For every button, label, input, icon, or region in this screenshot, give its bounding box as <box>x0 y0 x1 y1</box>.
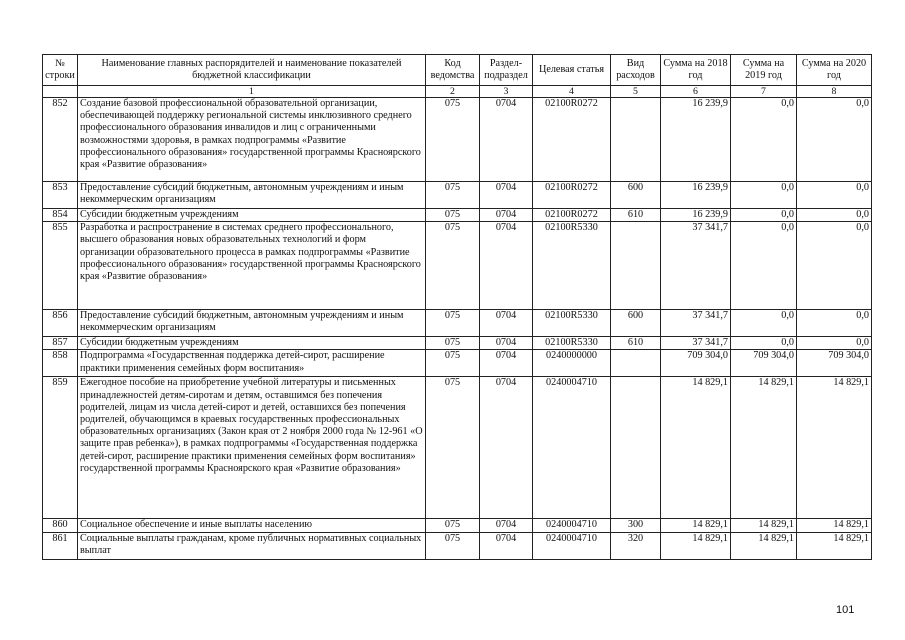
row-sum-2019: 0,0 <box>731 337 797 350</box>
header-sum-2020: Сумма на 2020 год <box>797 55 872 86</box>
row-sum-2018: 14 829,1 <box>661 532 731 559</box>
column-number-row <box>43 86 872 98</box>
row-number: 858 <box>43 350 78 377</box>
row-sum-2018: 37 341,7 <box>661 337 731 350</box>
column-number: 7 <box>731 86 797 98</box>
row-sum-2018: 709 304,0 <box>661 350 731 377</box>
row-expense-kind <box>611 377 661 519</box>
row-section: 0704 <box>480 98 533 182</box>
row-expense-kind: 600 <box>611 310 661 337</box>
row-expense-kind: 610 <box>611 337 661 350</box>
column-number: 1 <box>78 86 426 98</box>
column-number: 2 <box>426 86 480 98</box>
row-name: Разработка и распространение в системах среднего профессионального, высшего образования новых образовательных технологий и форм организации образовательного процесса в рамках подпрограммы «Развитие профессионального образования» государственной программы Красноярского края «Развитие образования» <box>78 222 426 310</box>
table-row <box>43 209 872 222</box>
row-department-code: 075 <box>426 337 480 350</box>
column-number: 4 <box>533 86 611 98</box>
row-sum-2018: 16 239,9 <box>661 209 731 222</box>
row-expense-kind <box>611 222 661 310</box>
row-section: 0704 <box>480 182 533 209</box>
header-expense-kind: Вид расходов <box>611 55 661 86</box>
row-target-article: 02100R5330 <box>533 337 611 350</box>
row-sum-2019: 14 829,1 <box>731 377 797 519</box>
table-row <box>43 222 872 310</box>
row-target-article: 02100R5330 <box>533 310 611 337</box>
row-name: Ежегодное пособие на приобретение учебной литературы и письменных принадлежностей детям-сиротам и детям, оставшимся без попечения родителей, лицам из числа детей-сирот и детей, оставшихся без попечения родителей, обучающимся в краевых государственных профессиональных образовательных организациях (Закон края от 2 ноября 2000 года № 12-961 «О защите прав ребенка»), в рамках подпрограммы «Государственная поддержка детей-сирот, расширение практики применения семейных форм воспитания» государственной программы Красноярского края «Развитие образования» <box>78 377 426 519</box>
budget-table <box>42 54 872 560</box>
row-name: Предоставление субсидий бюджетным, автономным учреждениям и иным некоммерческим организациям <box>78 310 426 337</box>
table-row <box>43 98 872 182</box>
row-sum-2020: 14 829,1 <box>797 519 872 532</box>
row-sum-2018: 37 341,7 <box>661 222 731 310</box>
column-number <box>43 86 78 98</box>
row-sum-2020: 14 829,1 <box>797 532 872 559</box>
row-number: 853 <box>43 182 78 209</box>
row-department-code: 075 <box>426 98 480 182</box>
row-section: 0704 <box>480 209 533 222</box>
row-expense-kind: 610 <box>611 209 661 222</box>
row-sum-2019: 0,0 <box>731 222 797 310</box>
column-number: 6 <box>661 86 731 98</box>
row-sum-2019: 14 829,1 <box>731 519 797 532</box>
page-number: 101 <box>836 604 855 616</box>
row-target-article: 0240004710 <box>533 377 611 519</box>
row-name: Социальное обеспечение и иные выплаты населению <box>78 519 426 532</box>
header-department-code: Код ведомства <box>426 55 480 86</box>
row-name: Создание базовой профессиональной образовательной организации, обеспечивающей поддержку региональной системы инклюзивного среднего профессионального образования инвалидов и лиц с ограниченными возможностями здоровья, в рамках подпрограммы «Развитие профессионального образования» государственной программы Красноярского края «Развитие образования» <box>78 98 426 182</box>
row-name: Подпрограмма «Государственная поддержка детей-сирот, расширение практики применения семейных форм воспитания» <box>78 350 426 377</box>
row-expense-kind <box>611 350 661 377</box>
row-sum-2018: 37 341,7 <box>661 310 731 337</box>
row-department-code: 075 <box>426 209 480 222</box>
table-row <box>43 350 872 377</box>
row-section: 0704 <box>480 350 533 377</box>
row-department-code: 075 <box>426 519 480 532</box>
row-name: Предоставление субсидий бюджетным, автономным учреждениям и иным некоммерческим организациям <box>78 182 426 209</box>
row-sum-2020: 0,0 <box>797 209 872 222</box>
row-number: 857 <box>43 337 78 350</box>
row-sum-2019: 0,0 <box>731 310 797 337</box>
table-row <box>43 310 872 337</box>
header-target-article: Целевая статья <box>533 55 611 86</box>
row-section: 0704 <box>480 377 533 519</box>
row-department-code: 075 <box>426 182 480 209</box>
header-name: Наименование главных распорядителей и наименование показателей бюджетной классификации <box>78 55 426 86</box>
header-section: Раздел-подраздел <box>480 55 533 86</box>
row-sum-2020: 0,0 <box>797 98 872 182</box>
column-number: 8 <box>797 86 872 98</box>
row-department-code: 075 <box>426 222 480 310</box>
row-number: 852 <box>43 98 78 182</box>
row-name: Субсидии бюджетным учреждениям <box>78 337 426 350</box>
row-target-article: 02100R0272 <box>533 209 611 222</box>
header-row-number: № строки <box>43 55 78 86</box>
row-sum-2018: 14 829,1 <box>661 519 731 532</box>
row-number: 859 <box>43 377 78 519</box>
row-target-article: 02100R5330 <box>533 222 611 310</box>
row-sum-2020: 709 304,0 <box>797 350 872 377</box>
header-row <box>43 55 872 86</box>
row-target-article: 0240004710 <box>533 519 611 532</box>
row-number: 861 <box>43 532 78 559</box>
column-number: 5 <box>611 86 661 98</box>
row-section: 0704 <box>480 222 533 310</box>
row-department-code: 075 <box>426 377 480 519</box>
row-section: 0704 <box>480 532 533 559</box>
row-expense-kind: 300 <box>611 519 661 532</box>
row-expense-kind <box>611 98 661 182</box>
row-target-article: 0240004710 <box>533 532 611 559</box>
row-sum-2018: 16 239,9 <box>661 98 731 182</box>
row-sum-2020: 0,0 <box>797 310 872 337</box>
row-number: 860 <box>43 519 78 532</box>
row-target-article: 0240000000 <box>533 350 611 377</box>
column-number: 3 <box>480 86 533 98</box>
row-sum-2020: 0,0 <box>797 182 872 209</box>
row-sum-2019: 0,0 <box>731 182 797 209</box>
row-number: 856 <box>43 310 78 337</box>
row-target-article: 02100R0272 <box>533 182 611 209</box>
header-sum-2018: Сумма на 2018 год <box>661 55 731 86</box>
row-name: Субсидии бюджетным учреждениям <box>78 209 426 222</box>
row-sum-2018: 14 829,1 <box>661 377 731 519</box>
row-department-code: 075 <box>426 310 480 337</box>
row-sum-2019: 14 829,1 <box>731 532 797 559</box>
table-row <box>43 337 872 350</box>
row-section: 0704 <box>480 519 533 532</box>
table-row <box>43 377 872 519</box>
row-department-code: 075 <box>426 350 480 377</box>
row-expense-kind: 600 <box>611 182 661 209</box>
row-sum-2020: 0,0 <box>797 222 872 310</box>
table-row <box>43 519 872 532</box>
table-row <box>43 182 872 209</box>
row-sum-2019: 709 304,0 <box>731 350 797 377</box>
row-sum-2020: 0,0 <box>797 337 872 350</box>
row-expense-kind: 320 <box>611 532 661 559</box>
row-number: 855 <box>43 222 78 310</box>
row-section: 0704 <box>480 337 533 350</box>
table-row <box>43 532 872 559</box>
row-sum-2019: 0,0 <box>731 209 797 222</box>
row-target-article: 02100R0272 <box>533 98 611 182</box>
row-sum-2020: 14 829,1 <box>797 377 872 519</box>
row-department-code: 075 <box>426 532 480 559</box>
row-sum-2018: 16 239,9 <box>661 182 731 209</box>
header-sum-2019: Сумма на 2019 год <box>731 55 797 86</box>
row-name: Социальные выплаты гражданам, кроме публичных нормативных социальных выплат <box>78 532 426 559</box>
row-number: 854 <box>43 209 78 222</box>
row-section: 0704 <box>480 310 533 337</box>
row-sum-2019: 0,0 <box>731 98 797 182</box>
